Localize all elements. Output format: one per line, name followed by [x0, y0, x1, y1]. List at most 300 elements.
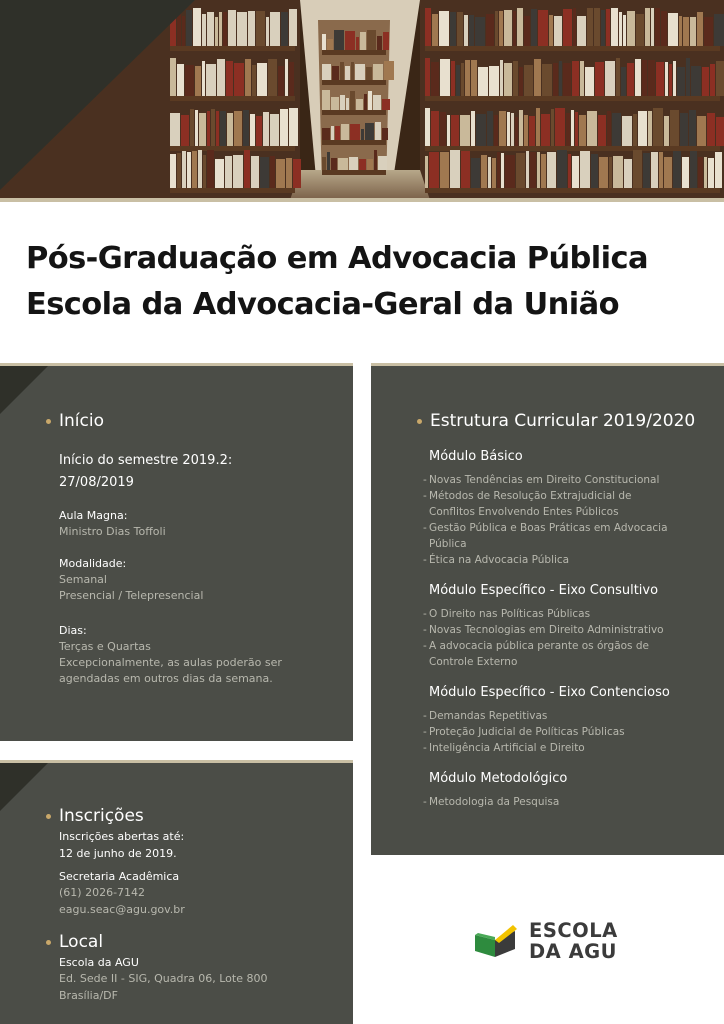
book-spine: [616, 58, 620, 96]
book-spine: [322, 157, 326, 170]
book-spine: [252, 65, 256, 96]
book-spine: [516, 153, 525, 188]
book-spine: [599, 157, 608, 188]
book-spine: [656, 62, 664, 96]
book-spine: [507, 112, 510, 146]
book-spine: [661, 11, 667, 46]
book-spine: [505, 155, 515, 188]
book-spine: [338, 158, 348, 170]
book-spine: [513, 61, 518, 96]
book-spine: [322, 90, 330, 110]
book-spine: [217, 59, 225, 96]
book-spine: [499, 111, 506, 146]
inscricoes-panel: [0, 760, 353, 1024]
shelf-board: [322, 110, 386, 115]
book-spine: [367, 159, 373, 170]
book-spine: [715, 152, 722, 188]
book-spine: [653, 108, 663, 146]
book-spine: [216, 111, 219, 146]
bullet-icon: [417, 419, 422, 424]
local-city: Brasília/DF: [59, 989, 118, 1002]
book-spine: [553, 63, 558, 96]
book-spine: [579, 115, 586, 146]
book-spine: [349, 157, 358, 170]
book-spine: [260, 157, 269, 188]
banner-divider: [0, 198, 724, 202]
book-spine: [373, 64, 383, 80]
book-spine: [651, 8, 654, 46]
shelf-board: [425, 46, 720, 51]
book-spine: [456, 65, 460, 96]
list-item: - Novas Tecnologias em Direito Administrativo: [423, 624, 664, 636]
book-spine: [573, 8, 576, 46]
book-spine: [464, 15, 468, 46]
book-spine: [270, 12, 280, 46]
inscricoes-heading-text: Inscrições: [59, 806, 144, 826]
book-spine: [481, 155, 487, 188]
dias-label: Dias:: [59, 624, 87, 637]
logo-text-line-2: DA AGU: [529, 940, 617, 963]
book-spine: [686, 58, 690, 96]
book-logo-icon: [473, 923, 519, 959]
book-spine: [571, 110, 574, 146]
book-spine: [327, 39, 333, 50]
module-item-list: [423, 708, 625, 756]
book-spine: [529, 116, 535, 146]
book-spine: [461, 151, 470, 188]
secretaria-email[interactable]: eagu.seac@agu.gov.br: [59, 903, 185, 916]
book-spine: [689, 110, 696, 146]
book-spine: [595, 62, 604, 96]
book-spine: [635, 59, 641, 96]
book-spine: [202, 61, 205, 96]
book-spine: [425, 108, 430, 146]
semestre-date: 27/08/2019: [59, 475, 134, 490]
book-spine: [714, 14, 724, 46]
book-spine: [504, 63, 512, 96]
book-spine: [465, 60, 470, 96]
shelf-board: [425, 146, 720, 151]
book-spine: [499, 11, 503, 46]
book-spine: [450, 12, 456, 46]
list-item: - O Direito nas Políticas Públicas: [423, 608, 591, 620]
book-spine: [572, 156, 579, 188]
title-line-1: Pós-Graduação em Advocacia Pública: [26, 241, 648, 276]
page-title: [26, 236, 716, 328]
module-item-list: [423, 794, 559, 810]
book-spine: [633, 114, 637, 146]
book-spine: [266, 17, 269, 46]
semestre-label: Início do semestre 2019.2:: [59, 453, 233, 468]
list-item: - Inteligência Artificial e Direito: [423, 742, 585, 754]
book-spine: [682, 157, 689, 188]
book-spine: [203, 155, 206, 188]
module-title: Módulo Específico - Eixo Consultivo: [429, 583, 659, 598]
book-spine: [710, 64, 715, 96]
book-spine: [207, 111, 210, 146]
book-spine: [237, 12, 247, 46]
inscricoes-abertas-line-1: Inscrições abertas até:: [59, 830, 185, 843]
book-spine: [331, 97, 339, 110]
book-spine: [373, 95, 381, 110]
book-spine: [673, 61, 676, 96]
panel-corner-triangle: [0, 366, 48, 414]
book-spine: [669, 64, 672, 96]
book-spine: [655, 8, 660, 46]
book-spine: [335, 126, 340, 140]
book-spine: [281, 12, 288, 46]
book-spine: [691, 66, 701, 96]
book-spine: [609, 157, 612, 188]
book-spine: [606, 9, 610, 46]
book-spine: [206, 64, 216, 96]
book-spine: [268, 59, 277, 96]
book-spine: [195, 110, 198, 146]
local-heading-text: Local: [59, 932, 104, 952]
book-spine: [439, 11, 449, 46]
list-item: - Ética na Advocacia Pública: [423, 554, 570, 566]
book-spine: [471, 111, 475, 146]
book-spine: [524, 65, 533, 96]
book-spine: [624, 159, 632, 188]
book-spine: [664, 157, 672, 188]
book-spine: [659, 152, 663, 188]
book-spine: [698, 157, 703, 188]
list-item: - Metodologia da Pesquisa: [423, 796, 560, 808]
book-spine: [384, 61, 394, 80]
book-spine: [350, 124, 360, 140]
book-spine: [680, 113, 688, 146]
book-spine: [341, 124, 349, 140]
list-item: - Proteção Judicial de Políticas Públicas: [423, 726, 625, 738]
book-spine: [340, 62, 344, 80]
book-spine: [289, 62, 294, 96]
book-spine: [429, 152, 439, 188]
shelf-board: [322, 80, 386, 85]
book-spine: [425, 8, 431, 46]
dias-line-3: agendadas em outros dias da semana.: [59, 672, 273, 685]
book-spine: [587, 8, 593, 46]
book-spine: [351, 62, 354, 80]
book-spine: [245, 59, 251, 96]
book-spine: [627, 63, 634, 96]
book-spine: [645, 8, 650, 46]
logo-text: [529, 920, 618, 962]
book-spine: [524, 115, 528, 146]
book-spine: [360, 32, 366, 50]
book-spine: [619, 12, 622, 46]
book-spine: [280, 109, 288, 146]
book-spine: [322, 34, 326, 50]
book-spine: [226, 61, 233, 96]
book-spine: [511, 113, 514, 146]
book-spine: [359, 159, 366, 170]
aula-magna-value: Ministro Dias Toffoli: [59, 525, 166, 538]
book-spine: [322, 64, 331, 80]
book-spine: [664, 116, 669, 146]
book-spine: [383, 32, 389, 50]
book-spine: [554, 16, 562, 46]
book-spine: [605, 61, 615, 96]
book-spine: [451, 115, 459, 146]
book-spine: [251, 156, 259, 188]
book-spine: [591, 154, 598, 188]
book-spine: [651, 152, 658, 188]
book-spine: [500, 60, 503, 96]
book-spine: [382, 99, 390, 110]
book-spine: [451, 61, 455, 96]
aula-magna-label: Aula Magna:: [59, 509, 128, 522]
book-spine: [440, 152, 449, 188]
book-spine: [613, 156, 623, 188]
book-spine: [670, 110, 679, 146]
book-spine: [331, 126, 334, 140]
book-spine: [598, 115, 606, 146]
book-spine: [215, 159, 224, 188]
book-spine: [378, 156, 387, 170]
escola-agu-logo: [473, 920, 618, 962]
book-spine: [207, 12, 214, 46]
book-spine: [621, 67, 626, 96]
book-spine: [340, 95, 345, 110]
book-spine: [361, 129, 364, 140]
book-spine: [431, 111, 439, 146]
book-spine: [643, 153, 650, 188]
inscricoes-heading: [46, 806, 144, 826]
module-item-list: [423, 472, 668, 568]
list-item: - Gestão Pública e Boas Práticas em Advocacia: [423, 522, 668, 534]
book-spine: [563, 9, 572, 46]
book-spine: [587, 111, 597, 146]
shelf-board: [425, 188, 720, 193]
book-spine: [461, 63, 464, 96]
book-spine: [488, 157, 491, 188]
book-spine: [716, 117, 724, 146]
modalidade-line-1: Semanal: [59, 573, 107, 586]
book-spine: [375, 122, 381, 140]
module-title: Módulo Específico - Eixo Contencioso: [429, 685, 670, 700]
book-spine: [289, 9, 297, 46]
book-spine: [199, 113, 206, 146]
list-item: - Métodos de Resolução Extrajudicial de: [423, 490, 632, 502]
book-spine: [195, 66, 201, 96]
shelf-board: [322, 140, 386, 145]
book-spine: [270, 156, 275, 188]
book-spine: [327, 152, 330, 170]
module-item-list: [423, 606, 664, 670]
book-spine: [541, 154, 546, 188]
book-spine: [293, 159, 301, 188]
title-line-2: Escola da Advocacia-Geral da União: [26, 287, 619, 322]
book-spine: [555, 108, 565, 146]
book-spine: [345, 66, 350, 80]
book-spine: [331, 158, 337, 170]
book-spine: [559, 61, 562, 96]
dias-line-2: Excepcionalmente, as aulas poderão ser: [59, 656, 282, 669]
inicio-heading-text: Início: [59, 411, 104, 431]
book-spine: [355, 64, 365, 80]
book-spine: [673, 151, 681, 188]
book-spine: [519, 110, 523, 146]
estrutura-heading-text: Estrutura Curricular 2019/2020: [430, 411, 696, 431]
book-spine: [627, 11, 635, 46]
book-spine: [334, 30, 344, 50]
book-spine: [704, 157, 707, 188]
book-spine: [704, 17, 713, 46]
book-spine: [322, 128, 330, 140]
book-spine: [497, 152, 500, 188]
book-spine: [677, 67, 685, 96]
book-spine: [377, 36, 382, 50]
book-spine: [585, 67, 594, 96]
book-spine: [517, 8, 523, 46]
book-spine: [350, 91, 355, 110]
book-spine: [382, 128, 388, 140]
modalidade-line-2: Presencial / Telepresencial: [59, 589, 204, 602]
book-spine: [541, 114, 550, 146]
book-spine: [708, 158, 714, 188]
book-spine: [538, 10, 548, 46]
inicio-panel: [0, 363, 353, 741]
book-spine: [256, 116, 262, 146]
book-spine: [530, 152, 536, 188]
book-spine: [542, 64, 552, 96]
book-spine: [487, 111, 493, 146]
secretaria-phone: (61) 2026-7142: [59, 886, 146, 899]
book-spine: [501, 153, 504, 188]
book-spine: [286, 158, 292, 188]
book-spine: [366, 67, 372, 80]
book-spine: [250, 114, 255, 146]
book-spine: [486, 14, 494, 46]
book-spine: [289, 108, 298, 146]
banner-corner-triangle: [0, 0, 195, 190]
library-banner-image: [0, 0, 724, 200]
book-spine: [633, 150, 642, 188]
book-spine: [622, 116, 632, 146]
book-spine: [440, 112, 446, 146]
book-spine: [345, 31, 355, 50]
book-spine: [202, 14, 206, 46]
book-spine: [526, 151, 529, 188]
inicio-heading: [46, 411, 104, 431]
bullet-icon: [46, 940, 51, 945]
book-spine: [563, 63, 571, 96]
book-spine: [702, 67, 709, 96]
shelf-board: [425, 96, 720, 101]
book-spine: [580, 61, 584, 96]
book-spine: [469, 15, 474, 46]
book-spine: [256, 11, 265, 46]
book-spine: [460, 115, 470, 146]
book-spine: [457, 12, 463, 46]
book-spine: [478, 67, 488, 96]
book-spine: [642, 60, 647, 96]
book-spine: [697, 12, 703, 46]
book-spine: [356, 99, 363, 110]
book-spine: [365, 123, 374, 140]
book-spine: [524, 16, 530, 46]
list-item: - A advocacia pública perante os órgãos de: [423, 640, 649, 652]
book-spine: [707, 113, 715, 146]
book-spine: [368, 91, 372, 110]
book-spine: [665, 62, 668, 96]
book-spine: [551, 109, 554, 146]
book-spine: [228, 10, 236, 46]
book-spine: [431, 62, 439, 96]
book-spine: [594, 8, 600, 46]
book-spine: [223, 12, 227, 46]
module-title: Módulo Metodológico: [429, 771, 568, 786]
local-heading: [46, 932, 103, 952]
logo-text-line-1: ESCOLA: [529, 919, 618, 942]
book-spine: [679, 16, 682, 46]
book-spine: [374, 150, 377, 170]
book-spine: [471, 60, 477, 96]
book-spine: [234, 63, 244, 96]
book-spine: [716, 61, 724, 96]
book-spine: [276, 159, 285, 188]
book-spine: [425, 58, 430, 96]
book-spine: [607, 111, 611, 146]
book-spine: [494, 115, 498, 146]
book-spine: [577, 16, 586, 46]
book-spine: [549, 15, 553, 46]
book-spine: [612, 113, 621, 146]
list-item-continuation: Controle Externo: [429, 656, 518, 668]
book-spine: [690, 17, 696, 46]
book-spine: [568, 154, 571, 188]
book-spine: [683, 17, 689, 46]
book-spine: [219, 12, 222, 46]
book-spine: [432, 14, 438, 46]
book-spine: [515, 117, 518, 146]
list-item-continuation: Conflitos Envolvendo Entes Públicos: [429, 506, 619, 518]
estrutura-heading: [417, 411, 695, 431]
book-spine: [367, 30, 376, 50]
bullet-icon: [46, 419, 51, 424]
book-spine: [601, 10, 605, 46]
shelf-board: [322, 170, 386, 175]
list-item: - Demandas Repetitivas: [423, 710, 548, 722]
local-address: Ed. Sede II - SIG, Quadra 06, Lote 800: [59, 972, 268, 985]
book-spine: [531, 9, 537, 46]
book-spine: [668, 13, 678, 46]
book-spine: [440, 59, 450, 96]
book-spine: [447, 115, 450, 146]
book-spine: [536, 108, 540, 146]
book-spine: [332, 66, 339, 80]
local-name: Escola da AGU: [59, 956, 139, 969]
book-spine: [248, 11, 255, 46]
book-spine: [225, 156, 232, 188]
book-spine: [489, 66, 499, 96]
book-spine: [243, 110, 249, 146]
book-spine: [285, 59, 288, 96]
book-spine: [215, 17, 218, 46]
book-spine: [220, 111, 226, 146]
book-spine: [233, 155, 243, 188]
book-spine: [346, 98, 349, 110]
modalidade-label: Modalidade:: [59, 557, 127, 570]
book-spine: [566, 113, 570, 146]
book-spine: [575, 112, 578, 146]
book-spine: [257, 63, 267, 96]
book-spine: [697, 116, 706, 146]
book-spine: [244, 150, 250, 188]
book-spine: [648, 111, 652, 146]
book-spine: [580, 151, 590, 188]
